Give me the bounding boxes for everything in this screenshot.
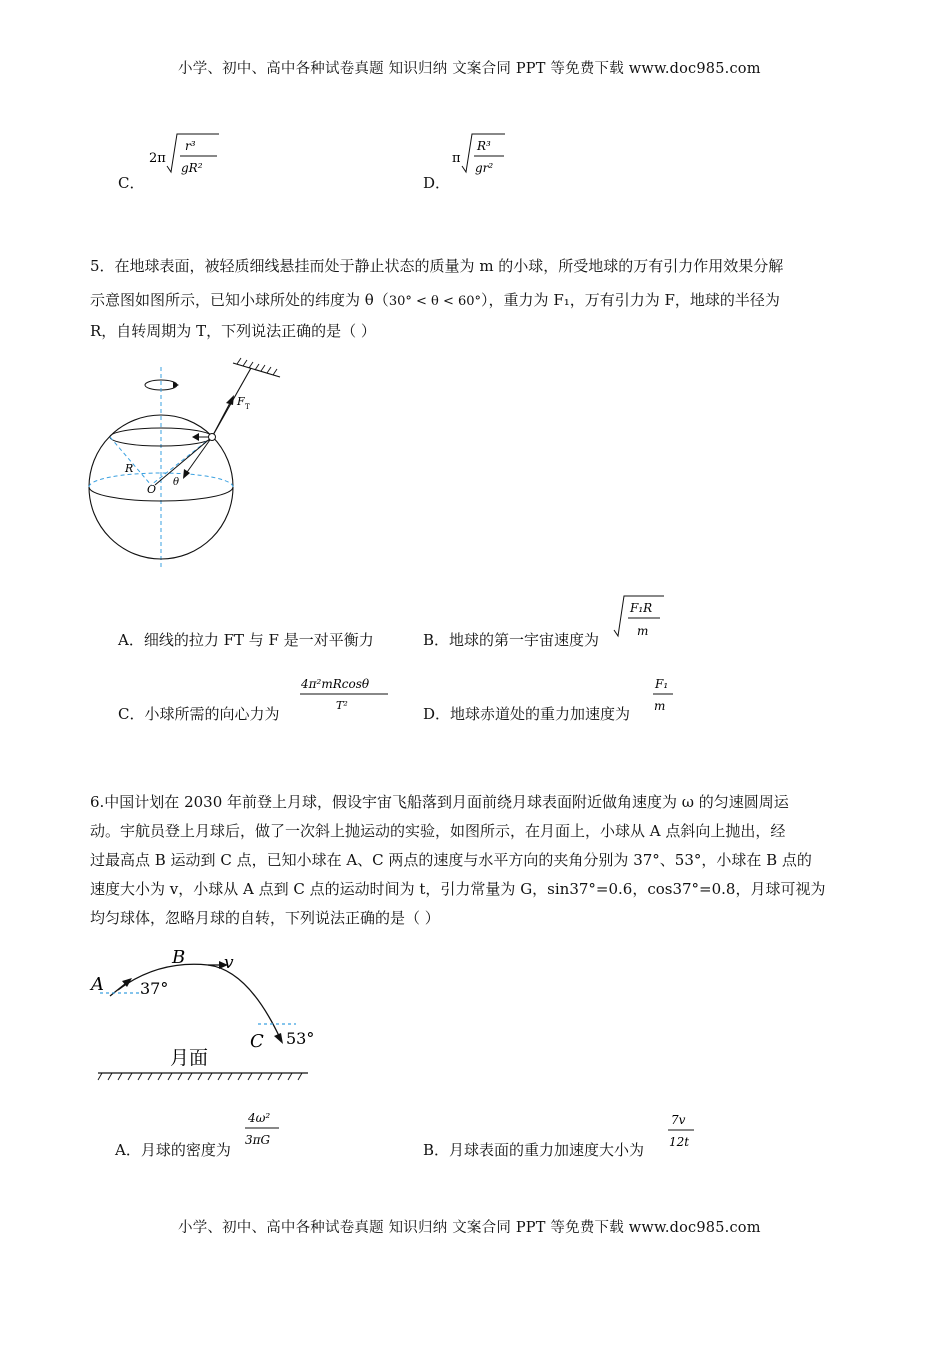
q5-b-num: F₁R — [630, 601, 653, 615]
label-theta: θ — [173, 477, 180, 488]
q5-line-3: R，自转周期为 T，下列说法正确的是（ ） — [90, 322, 376, 340]
label-ft-sub: T — [245, 403, 250, 411]
q6-a-den: 3πG — [245, 1133, 271, 1147]
label-c: C — [250, 1031, 264, 1052]
q6-line-5: 均匀球体，忽略月球的自转，下列说法正确的是（ ） — [90, 909, 440, 927]
q5-range: 30° < θ < 60° — [388, 294, 482, 309]
q6-projectile-figure — [88, 940, 318, 1089]
q5-c-den: T² — [336, 699, 348, 712]
q6-b-num: 7v — [671, 1113, 686, 1127]
q4-d-coef: π — [452, 151, 461, 166]
q5-line-2 — [90, 289, 780, 310]
q5-b-den: m — [637, 624, 649, 638]
q5-option-a: A．细线的拉力 FT 与 F 是一对平衡力 — [118, 631, 374, 649]
q6-line-2: 动。宇航员登上月球后，做了一次斜上抛运动的实验，如图所示，在月面上，小球从 A 点斜向上抛出，经 — [90, 822, 786, 840]
q5-d-num: F₁ — [655, 677, 669, 691]
q4-c-den: gR² — [181, 161, 203, 175]
label-ft: F — [237, 395, 245, 408]
page-header: 小学、初中、高中各种试卷真题 知识归纳 文案合同 PPT 等免费下载 www.doc985.com — [178, 61, 761, 77]
q6-b-den: 12t — [669, 1135, 690, 1149]
q4-option-c-formula — [147, 130, 222, 186]
label-angle-c: 53° — [286, 1029, 315, 1048]
q4-d-den: gr² — [475, 161, 494, 175]
q6-option-b: B．月球表面的重力加速度大小为 — [423, 1141, 645, 1159]
ft-arrow — [226, 395, 234, 405]
q4-d-num: R³ — [477, 139, 491, 153]
q6-option-a: A．月球的密度为 — [115, 1141, 231, 1159]
q5-option-c-formula — [298, 674, 393, 718]
q5-line-2b: ），重力为 F₁，万有引力为 F，地球的半径为 — [481, 291, 780, 309]
trajectory — [118, 964, 280, 1038]
q5-line-1: 5．在地球表面，被轻质细线悬挂而处于静止状态的质量为 m 的小球，所受地球的万有引力作用效果分解 — [90, 257, 784, 275]
q6-option-a-formula — [243, 1108, 283, 1154]
q4-option-c-label: C． — [118, 174, 145, 192]
q4-option-d-formula — [450, 130, 510, 186]
page-footer: 小学、初中、高中各种试卷真题 知识归纳 文案合同 PPT 等免费下载 www.doc985.com — [178, 1220, 761, 1236]
q5-earth-figure — [85, 355, 295, 579]
label-a: A — [91, 974, 104, 995]
label-angle-a: 37° — [140, 979, 169, 998]
q6-line-4: 速度大小为 v，小球从 A 点到 C 点的运动时间为 t，引力常量为 G，sin37°=0.6，cos37°=0.8，月球可视为 — [90, 880, 826, 898]
label-r: R — [125, 462, 134, 475]
ball — [209, 434, 216, 441]
q4-option-d-label: D． — [423, 174, 451, 192]
q5-line-2a: 示意图如图所示，已知小球所处的纬度为 θ（ — [90, 291, 389, 309]
q5-option-c: C．小球所需的向心力为 — [118, 705, 280, 723]
q5-option-b: B．地球的第一宇宙速度为 — [423, 631, 600, 649]
label-b: B — [172, 947, 186, 968]
label-o: O — [147, 483, 157, 496]
q5-option-d-formula — [651, 674, 681, 720]
label-ground: 月面 — [170, 1047, 209, 1069]
q6-a-num: 4ω² — [248, 1111, 271, 1125]
q6-option-b-formula — [666, 1110, 700, 1156]
q5-option-d: D．地球赤道处的重力加速度为 — [423, 705, 631, 723]
q4-c-num: r³ — [185, 139, 196, 153]
q5-option-b-formula — [612, 592, 672, 651]
q5-c-num: 4π²mRcosθ — [301, 677, 370, 691]
q4-c-coef: 2π — [149, 151, 166, 166]
q5-d-den: m — [654, 699, 666, 713]
q6-line-1: 6.中国计划在 2030 年前登上月球，假设宇宙飞船落到月面前绕月球表面附近做角速度为 ω 的匀速圆周运 — [90, 793, 789, 811]
q6-line-3: 过最高点 B 运动到 C 点，已知小球在 A、C 两点的速度与水平方向的夹角分别为 37°、53°，小球在 B 点的 — [90, 851, 812, 869]
label-v: v — [224, 953, 234, 973]
